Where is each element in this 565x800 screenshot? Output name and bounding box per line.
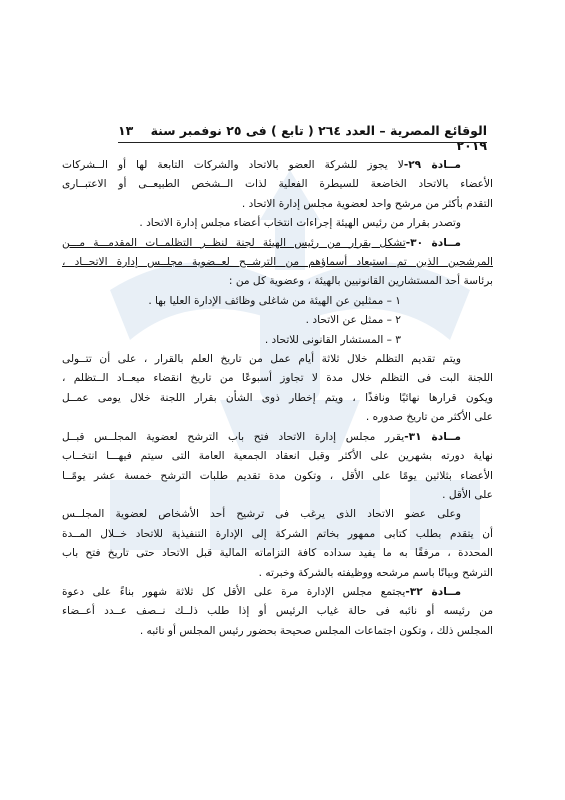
article-29-line-1: مــادة ٢٩-لا يجوز للشركة العضو بالاتحاد والشركات التابعة لها أو الــشركات [62, 159, 461, 171]
gazette-title: الوقائع المصرية – العدد ٢٦٤ ( تابع ) فى ٢٥ نوفمبر سنة ٢٠١٩ [150, 123, 487, 153]
header-divider [118, 142, 487, 143]
article-29-line-4: وتصدر بقرار من رئيس الهيئة إجراءات انتخاب أعضاء مجلس إدارة الاتحاد . [139, 217, 461, 230]
article-31-line-2: نهاية دورته بشهرين على الأكثر وقبل انعقاد الجمعية العامة التى سيتم فيهـــا انتخــاب [62, 450, 493, 463]
article-31-para-line-1: وعلى عضو الاتحاد الذى يرغب فى ترشيح أحد الأشخاص لعضوية المجلــس [62, 508, 461, 521]
article-30-line-1: مــادة ٣٠-تشكل بقرار من رئيس الهيئة لجنة لنظــر التظلمــات المقدمـــة مـــن [62, 236, 461, 249]
article-label: مــادة ٣٠- [405, 236, 461, 249]
page-number: ١٣ [118, 123, 134, 138]
article-32-line-3: المجلس ذلك ، وتكون اجتماعات المجلس صحيحة بحضور رئيس المجلس أو نائبه . [139, 624, 493, 637]
article-29-line-3: التقدم بأكثر من مرشح واحد لعضوية مجلس إدارة الاتحاد . [241, 197, 493, 210]
article-29-line-2: الأعضاء بالاتحاد الخاضعة للسيطرة الفعلية لذات الــشخص الطبيعــى أو الاعتبــارى [62, 178, 493, 191]
list-item: ٣ – المستشار القانونى للاتحاد . [264, 333, 401, 346]
article-30-line-2: المرشحين الذين تم استبعاد أسماؤهم من الترشــح لعــضوية مجلــس إدارة الاتحــاد ، [62, 256, 493, 269]
page-header [118, 123, 487, 153]
article-label: مــادة ٢٩- [403, 159, 461, 171]
article-32-line-1: مــادة ٣٢-يجتمع مجلس الإدارة مرة على الأقل كل ثلاثة شهور بناءً على دعوة [62, 585, 461, 598]
list-item: ٢ – ممثل عن الاتحاد . [305, 314, 401, 327]
article-30-para-line-1: ويتم تقديم التظلم خلال ثلاثة أيام عمل من تاريخ العلم بالقرار ، على أن تتــولى [62, 353, 461, 366]
article-label: مــادة ٣١- [404, 430, 461, 443]
article-30-para-line-4: على الأكثر من تاريخ صدوره . [365, 411, 493, 424]
article-30-line-3: برئاسة أحد المستشارين القانونيين بالهيئة ، وعضوية كل من : [228, 275, 493, 288]
article-body [62, 156, 493, 641]
article-31-line-3: الأعضاء بثلاثين يومًا على الأقل ، وتكون مدة تقديم طلبات الترشح خمسة عشر يومًــا [62, 469, 493, 482]
article-31-line-1: مــادة ٣١-يقرر مجلس إدارة الاتحاد فتح باب الترشح لعضوية المجلــس قبــل [62, 430, 461, 443]
article-31-para-line-3: المحددة ، مرفقًا به ما يفيد سداده كافة التزاماته المالية قبل الاتحاد حتى تاريخ فتح باب [62, 547, 493, 560]
article-30-para-line-3: ويكون قرارها نهائيًا ونافذًا ، ويتم إخطار ذوى الشأن بقرار اللجنة خلال يومى عمــل [62, 391, 493, 404]
list-item: ١ – ممثلين عن الهيئة من شاغلى وظائف الإدارة العليا بها . [148, 294, 401, 307]
article-31-para-line-2: أن يتقدم بطلب كتابى ممهور بخاتم الشركة إلى الإدارة التنفيذية للاتحاد خــلال المــدة [62, 527, 493, 540]
article-31-para-line-4: الترشح وبيانًا باسم مرشحه ووظيفته بالشركة وخبرته . [258, 566, 493, 579]
article-label: مــادة ٣٢- [405, 585, 461, 598]
article-31-line-4: على الأقل . [442, 488, 493, 501]
article-30-para-line-2: اللجنة البت فى التظلم خلال مدة لا تجاوز أسبوعًا من تاريخ انقضاء ميعــاد الــتظلم ، [62, 372, 493, 385]
article-32-line-2: من رئيسه أو نائبه فى حالة غياب الرئيس أو إذا طلب ذلــك نــصف عــدد أعــضاء [62, 605, 493, 618]
